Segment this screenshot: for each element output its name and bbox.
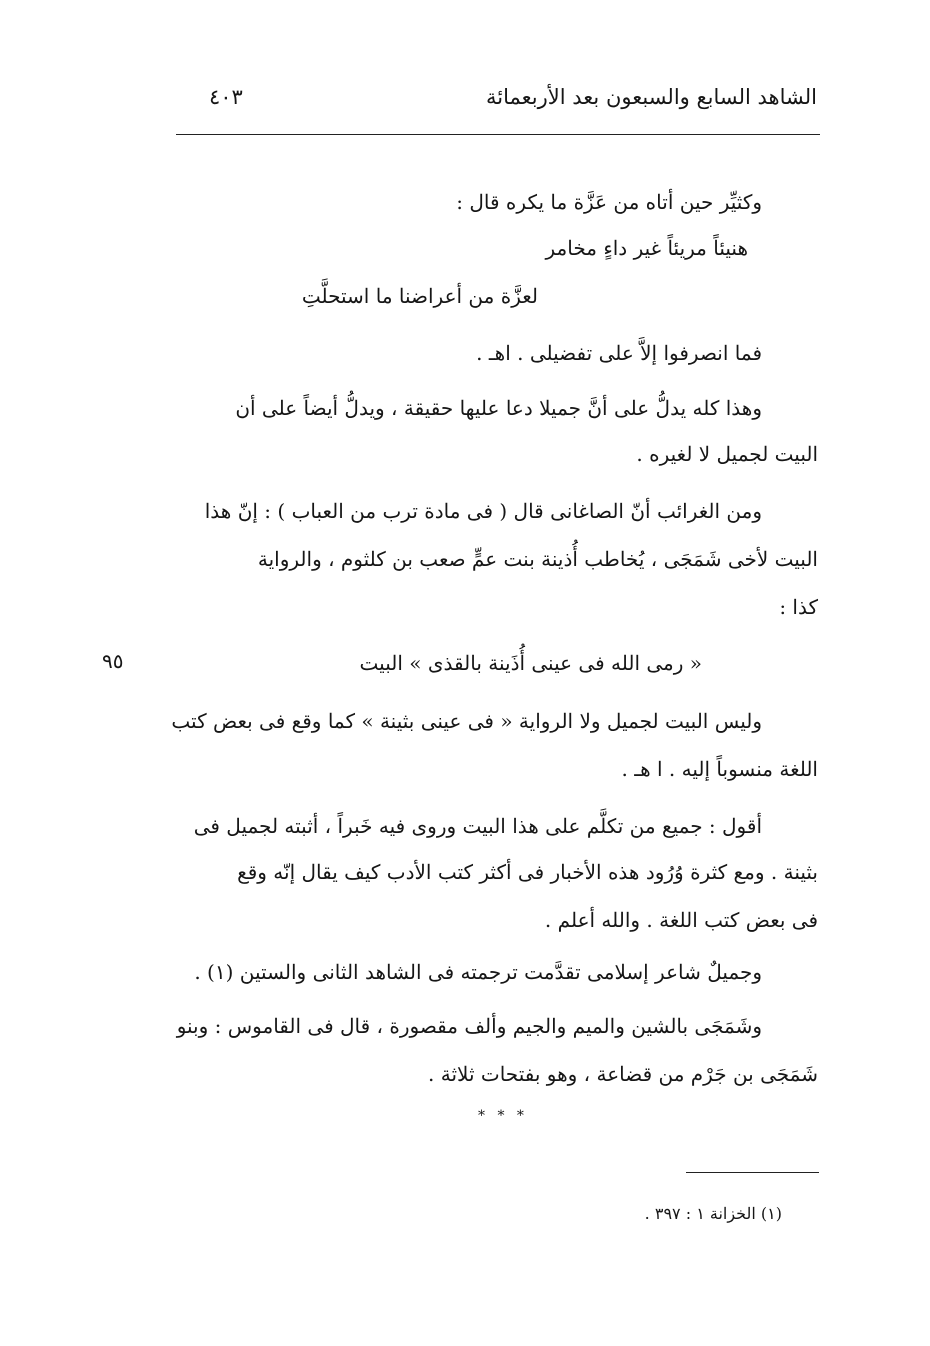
margin-number: ٩٥ (102, 649, 124, 673)
text-line: كذا : (779, 595, 818, 619)
text-line: ومن الغرائب أنّ الصاغانى قال ( فى مادة ترب من العباب ) : إنّ هذا (204, 499, 762, 523)
text-line: بثينة . ومع كثرة وُرُود هذه الأخبار فى أكثر كتب الأدب كيف يقال إنّه وقع (237, 860, 818, 884)
text-line: وليس البيت لجميل ولا الرواية « فى عينى بثينة » كما وقع فى بعض كتب (171, 709, 762, 733)
text-line: البيت لأخى شَمَجَى ، يُخاطب أُذينة بنت عمٍّ صعب بن كلثوم ، والرواية (257, 547, 818, 571)
quoted-verse: « رمى الله فى عينى أُذَينة بالقذى » البيت (359, 651, 702, 675)
text-line: فما انصرفوا إلاَّ على تفضيلى . اهـ . (476, 341, 762, 365)
footnote: (١) الخزانة ١ : ٣٩٧ . (644, 1204, 782, 1223)
text-line: شَمَجَى بن جَرْم من قضاعة ، وهو بفتحات ثلاثة . (428, 1062, 818, 1086)
text-line: وشَمَجَى بالشين والميم والجيم وألف مقصورة ، قال فى القاموس : وبنو (176, 1014, 762, 1038)
section-separator: * * * (478, 1108, 528, 1124)
text-line: وجميلٌ شاعر إسلامى تقدَّمت ترجمته فى الشاهد الثانى والستين (١) . (194, 960, 762, 984)
text-line: وهذا كله يدلُّ على أنَّ جميلا دعا عليها حقيقة ، ويدلُّ أيضاً على أن (235, 396, 762, 420)
text-line: اللغة منسوباً إليه . ا هـ . (621, 757, 818, 781)
text-line: وكثيِّر حين أتاه من عَزَّة ما يكره قال : (456, 190, 762, 214)
footnote-rule (686, 1172, 819, 1173)
verse-hemistich-2: لعزَّة من أعراضنا ما استحلَّتِ (301, 284, 538, 308)
page-number: ٤٠٣ (209, 85, 243, 109)
verse-hemistich-1: هنيئاً مريئاً غير داءٍ مخامر (545, 236, 748, 260)
text-line: فى بعض كتب اللغة . والله أعلم . (544, 908, 818, 932)
running-header-title: الشاهد السابع والسبعون بعد الأربعمائة (486, 85, 817, 109)
text-line: البيت لجميل لا لغيره . (636, 442, 818, 466)
text-line: أقول : جميع من تكلَّم على هذا البيت وروى فيه خَبراً ، أثبته لجميل فى (193, 814, 762, 838)
header-rule (176, 134, 820, 135)
